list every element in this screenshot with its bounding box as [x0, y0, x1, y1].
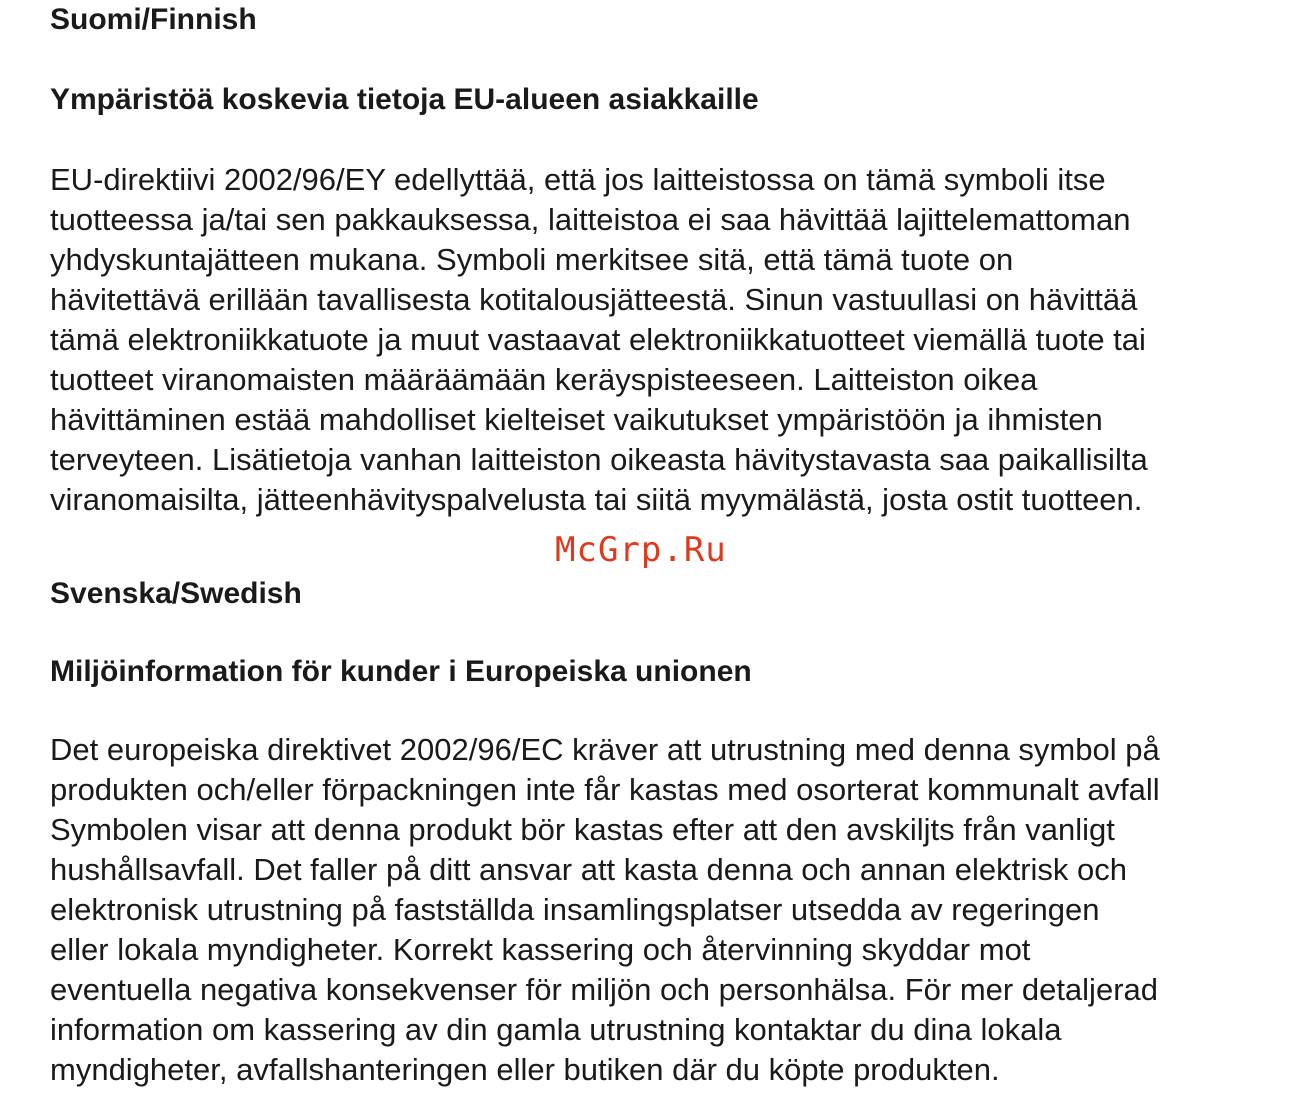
paragraph-line: eventuella negativa konsekvenser för miljön och personhälsa. För mer detaljerad [50, 972, 1158, 1007]
swedish-paragraph [50, 730, 1298, 1090]
paragraph-line: produkten och/eller förpackningen inte får kastas med osorterat kommunalt avfall [50, 772, 1160, 807]
paragraph-line: tuotteessa ja/tai sen pakkauksessa, laitteistoa ei saa hävittää lajittelemattoman [50, 202, 1131, 237]
finnish-section-title: Ympäristöä koskevia tietoja EU-alueen asiakkaille [50, 83, 759, 116]
paragraph-line: yhdyskuntajätteen mukana. Symboli merkitsee sitä, että tämä tuote on [50, 242, 1014, 277]
paragraph-line: EU-direktiivi 2002/96/EY edellyttää, että jos laitteistossa on tämä symboli itse [50, 162, 1106, 197]
watermark-logo: McGrp.Ru [555, 530, 727, 570]
paragraph-line: Symbolen visar att denna produkt bör kastas efter att den avskiljts från vanligt [50, 812, 1115, 847]
swedish-section-title: Miljöinformation för kunder i Europeiska unionen [50, 655, 752, 688]
paragraph-line: hävittäminen estää mahdolliset kielteiset vaikutukset ympäristöön ja ihmisten [50, 402, 1103, 437]
paragraph-line: viranomaisilta, jätteenhävityspalvelusta tai siitä myymälästä, josta ostit tuotteen. [50, 482, 1143, 517]
paragraph-line: elektronisk utrustning på fastställda insamlingsplatser utsedda av regeringen [50, 892, 1100, 927]
paragraph-line: myndigheter, avfallshanteringen eller butiken där du köpte produkten. [50, 1052, 1000, 1087]
paragraph-line: eller lokala myndigheter. Korrekt kassering och återvinning skyddar mot [50, 932, 1031, 967]
paragraph-line: hävitettävä erillään tavallisesta kotitalousjätteestä. Sinun vastuullasi on hävittää [50, 282, 1138, 317]
paragraph-line: information om kassering av din gamla utrustning kontaktar du dina lokala [50, 1012, 1062, 1047]
paragraph-line: terveyteen. Lisätietoja vanhan laitteiston oikeasta hävitystavasta saa paikallisilta [50, 442, 1148, 477]
paragraph-line: tuotteet viranomaisten määräämään keräyspisteeseen. Laitteiston oikea [50, 362, 1038, 397]
finnish-language-heading: Suomi/Finnish [50, 3, 257, 36]
swedish-language-heading: Svenska/Swedish [50, 577, 302, 610]
paragraph-line: hushållsavfall. Det faller på ditt ansvar att kasta denna och annan elektrisk och [50, 852, 1128, 887]
paragraph-line: tämä elektroniikkatuote ja muut vastaavat elektroniikkatuotteet viemällä tuote tai [50, 322, 1146, 357]
finnish-paragraph [50, 160, 1298, 520]
paragraph-line: Det europeiska direktivet 2002/96/EC kräver att utrustning med denna symbol på [50, 732, 1160, 767]
